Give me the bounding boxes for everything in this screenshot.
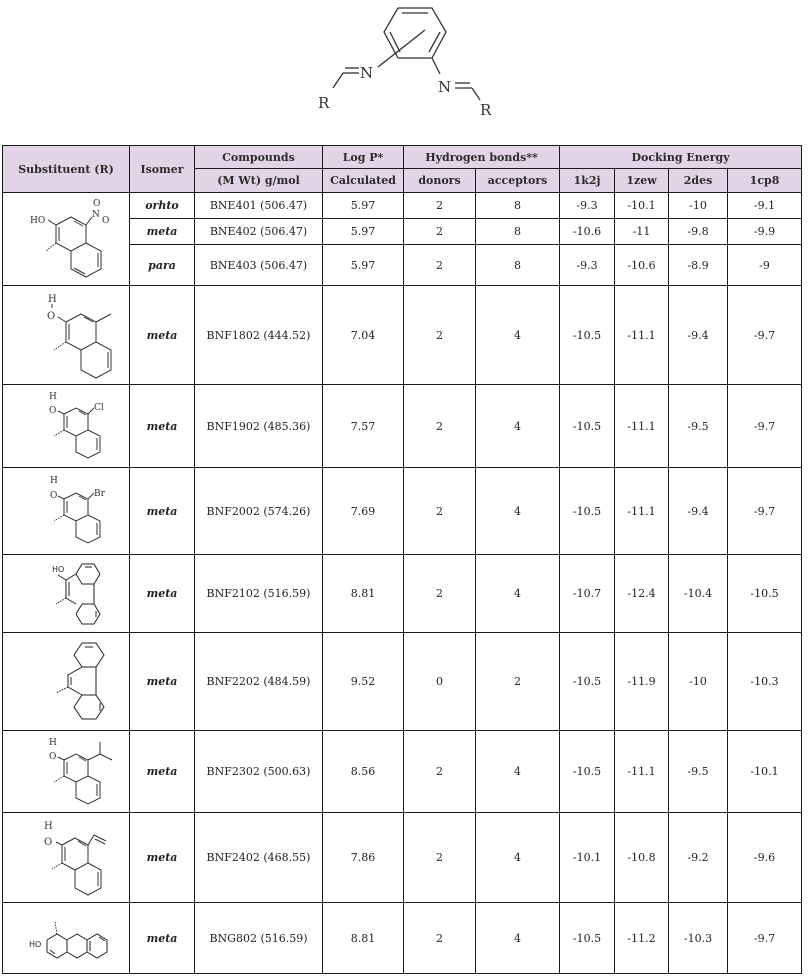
energy-2des-cell: -10 <box>669 193 728 219</box>
header-logp: Log P* <box>323 146 404 169</box>
donors-cell: 2 <box>404 193 476 219</box>
compound-cell: BNF1902 (485.36) <box>195 385 323 468</box>
energy-1cp8-cell: -10.3 <box>728 633 802 731</box>
compound-cell: BNE403 (506.47) <box>195 245 323 286</box>
svg-text:H: H <box>49 737 57 748</box>
energy-2des-cell: -9.4 <box>669 286 728 385</box>
energy-1k2j-cell: -10.1 <box>560 813 615 903</box>
header-1cp8: 1cp8 <box>728 169 802 193</box>
header-mwt: (M Wt) g/mol <box>195 169 323 193</box>
energy-1k2j-cell: -10.5 <box>560 286 615 385</box>
energy-1k2j-cell: -10.5 <box>560 385 615 468</box>
donors-cell: 2 <box>404 286 476 385</box>
compound-cell: BNE402 (506.47) <box>195 219 323 245</box>
header-2des: 2des <box>669 169 728 193</box>
energy-1cp8-cell: -9.7 <box>728 903 802 974</box>
header-donors: donors <box>404 169 476 193</box>
hydroxy-anthryl-icon <box>11 910 121 966</box>
r-label-right: R <box>480 101 492 119</box>
energy-1zew-cell: -10.6 <box>615 245 669 286</box>
energy-1cp8-cell: -9.7 <box>728 468 802 555</box>
isomer-cell: meta <box>130 813 195 903</box>
header-hydrogen-bonds: Hydrogen bonds** <box>404 146 560 169</box>
isomer-cell: meta <box>130 219 195 245</box>
table-row <box>3 286 802 385</box>
donors-cell: 2 <box>404 731 476 813</box>
energy-1cp8-cell: -9.9 <box>728 219 802 245</box>
energy-1k2j-cell: -10.7 <box>560 555 615 633</box>
logp-cell: 7.86 <box>323 813 404 903</box>
energy-2des-cell: -9.2 <box>669 813 728 903</box>
logp-cell: 5.97 <box>323 193 404 219</box>
energy-2des-cell: -9.4 <box>669 468 728 555</box>
energy-2des-cell: -9.5 <box>669 385 728 468</box>
structure-methyl-naphthol <box>3 286 130 385</box>
isomer-cell: meta <box>130 468 195 555</box>
donors-cell: 2 <box>404 555 476 633</box>
acceptors-cell: 8 <box>476 219 560 245</box>
logp-cell: 7.57 <box>323 385 404 468</box>
energy-1zew-cell: -10.8 <box>615 813 669 903</box>
table-row <box>3 385 802 468</box>
donors-cell: 2 <box>404 813 476 903</box>
energy-1cp8-cell: -9.6 <box>728 813 802 903</box>
logp-cell: 7.69 <box>323 468 404 555</box>
logp-cell: 8.56 <box>323 731 404 813</box>
n-label-right: N <box>438 78 452 96</box>
isomer-cell: para <box>130 245 195 286</box>
header-docking-energy: Docking Energy <box>560 146 802 169</box>
vinyl-naphthol-icon <box>16 817 116 899</box>
structure-isopropyl-naphthol <box>3 731 130 813</box>
svg-text:O: O <box>93 199 101 209</box>
energy-1zew-cell: -12.4 <box>615 555 669 633</box>
structure-phenanthryl <box>3 633 130 731</box>
hydroxy-phenanthryl-icon <box>16 558 116 630</box>
energy-2des-cell: -10 <box>669 633 728 731</box>
acceptors-cell: 4 <box>476 731 560 813</box>
svg-text:HO: HO <box>29 940 42 949</box>
energy-1zew-cell: -11.9 <box>615 633 669 731</box>
logp-cell: 5.97 <box>323 219 404 245</box>
energy-1zew-cell: -11.1 <box>615 385 669 468</box>
energy-1zew-cell: -11.1 <box>615 468 669 555</box>
energy-1zew-cell: -11.1 <box>615 731 669 813</box>
header-calculated: Calculated <box>323 169 404 193</box>
energy-1k2j-cell: -10.6 <box>560 219 615 245</box>
logp-cell: 9.52 <box>323 633 404 731</box>
isomer-cell: orhto <box>130 193 195 219</box>
acceptors-cell: 2 <box>476 633 560 731</box>
donors-cell: 2 <box>404 903 476 974</box>
compound-cell: BNF1802 (444.52) <box>195 286 323 385</box>
isopropyl-naphthol-icon <box>16 734 116 810</box>
isomer-cell: meta <box>130 385 195 468</box>
acceptors-cell: 4 <box>476 903 560 974</box>
table-row <box>3 903 802 974</box>
acceptors-cell: 4 <box>476 813 560 903</box>
svg-text:H: H <box>49 392 57 402</box>
svg-text:H: H <box>48 294 57 305</box>
logp-cell: 8.81 <box>323 555 404 633</box>
table-row <box>3 813 802 903</box>
header-substituent: Substituent (R) <box>3 146 130 193</box>
svg-text:O: O <box>102 216 110 226</box>
svg-text:N: N <box>92 210 100 220</box>
header-isomer: Isomer <box>130 146 195 193</box>
isomer-cell: meta <box>130 286 195 385</box>
energy-2des-cell: -10.3 <box>669 903 728 974</box>
compound-cell: BNF2302 (500.63) <box>195 731 323 813</box>
table-row <box>3 731 802 813</box>
structure-chloro-naphthol <box>3 385 130 468</box>
isomer-cell: meta <box>130 555 195 633</box>
svg-text:Cl: Cl <box>94 403 104 413</box>
acceptors-cell: 4 <box>476 385 560 468</box>
acceptors-cell: 4 <box>476 286 560 385</box>
svg-text:HO: HO <box>30 216 46 226</box>
energy-1zew-cell: -10.1 <box>615 193 669 219</box>
bromo-naphthol-icon <box>16 471 116 551</box>
svg-text:O: O <box>47 311 56 322</box>
n-label-left: N <box>360 64 374 82</box>
general-structure-diagram <box>310 0 510 125</box>
structure-vinyl-naphthol <box>3 813 130 903</box>
svg-text:Br: Br <box>94 489 105 499</box>
header-1zew: 1zew <box>615 169 669 193</box>
acceptors-cell: 4 <box>476 468 560 555</box>
energy-1cp8-cell: -9.7 <box>728 286 802 385</box>
donors-cell: 2 <box>404 385 476 468</box>
svg-text:HO: HO <box>52 564 65 574</box>
donors-cell: 2 <box>404 468 476 555</box>
donors-cell: 2 <box>404 219 476 245</box>
energy-2des-cell: -9.5 <box>669 731 728 813</box>
table-row <box>3 468 802 555</box>
logp-cell: 5.97 <box>323 245 404 286</box>
svg-text:O: O <box>44 836 53 848</box>
energy-1cp8-cell: -9.7 <box>728 385 802 468</box>
acceptors-cell: 8 <box>476 193 560 219</box>
svg-text:O: O <box>49 406 57 416</box>
logp-cell: 8.81 <box>323 903 404 974</box>
svg-text:O: O <box>50 491 58 501</box>
svg-text:H: H <box>50 476 58 486</box>
table-row <box>3 555 802 633</box>
energy-1k2j-cell: -10.5 <box>560 468 615 555</box>
svg-text:O: O <box>49 751 57 762</box>
energy-1k2j-cell: -10.5 <box>560 731 615 813</box>
isomer-cell: meta <box>130 633 195 731</box>
energy-1zew-cell: -11 <box>615 219 669 245</box>
energy-1cp8-cell: -9 <box>728 245 802 286</box>
energy-2des-cell: -8.9 <box>669 245 728 286</box>
compound-cell: BNG802 (516.59) <box>195 903 323 974</box>
donors-cell: 0 <box>404 633 476 731</box>
header-compounds: Compounds <box>195 146 323 169</box>
acceptors-cell: 4 <box>476 555 560 633</box>
logp-cell: 7.04 <box>323 286 404 385</box>
donors-cell: 2 <box>404 245 476 286</box>
energy-1cp8-cell: -10.5 <box>728 555 802 633</box>
methyl-naphthol-icon <box>16 290 116 380</box>
svg-text:H: H <box>44 820 53 832</box>
structure-bromo-naphthol <box>3 468 130 555</box>
structure-hydroxy-anthryl <box>3 903 130 974</box>
energy-1k2j-cell: -10.5 <box>560 903 615 974</box>
phenanthryl-icon <box>16 637 116 727</box>
compound-cell: BNF2402 (468.55) <box>195 813 323 903</box>
compound-cell: BNF2202 (484.59) <box>195 633 323 731</box>
isomer-cell: meta <box>130 731 195 813</box>
energy-1cp8-cell: -9.1 <box>728 193 802 219</box>
energy-2des-cell: -10.4 <box>669 555 728 633</box>
docking-results-table <box>2 145 802 974</box>
energy-1k2j-cell: -9.3 <box>560 245 615 286</box>
acceptors-cell: 8 <box>476 245 560 286</box>
chloro-naphthol-icon <box>16 388 116 464</box>
compound-cell: BNE401 (506.47) <box>195 193 323 219</box>
energy-1zew-cell: -11.2 <box>615 903 669 974</box>
compound-cell: BNF2002 (574.26) <box>195 468 323 555</box>
header-acceptors: acceptors <box>476 169 560 193</box>
compound-cell: BNF2102 (516.59) <box>195 555 323 633</box>
header-1k2j: 1k2j <box>560 169 615 193</box>
structure-hydroxy-phenanthryl <box>3 555 130 633</box>
energy-1cp8-cell: -10.1 <box>728 731 802 813</box>
energy-1zew-cell: -11.1 <box>615 286 669 385</box>
table-row <box>3 633 802 731</box>
energy-2des-cell: -9.8 <box>669 219 728 245</box>
table-row <box>3 193 802 219</box>
energy-1k2j-cell: -10.5 <box>560 633 615 731</box>
structure-nitro-naphthol <box>3 193 130 286</box>
nitro-naphthol-icon <box>16 195 116 283</box>
isomer-cell: meta <box>130 903 195 974</box>
energy-1k2j-cell: -9.3 <box>560 193 615 219</box>
r-label-left: R <box>318 94 330 112</box>
